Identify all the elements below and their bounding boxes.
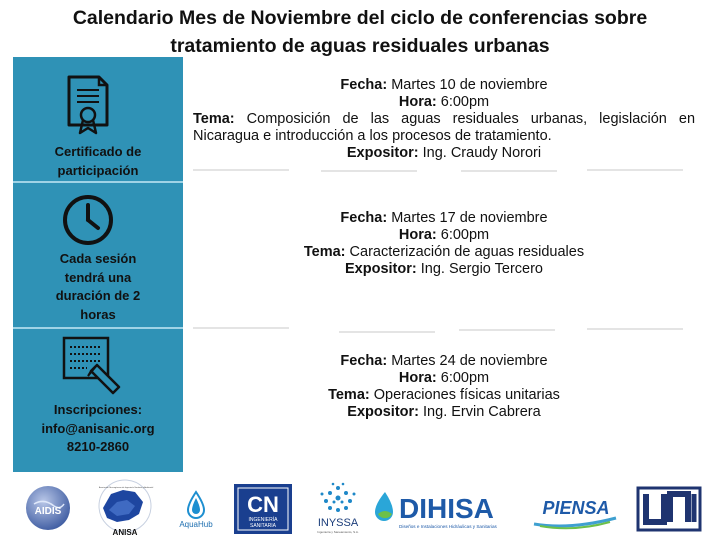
separator <box>193 327 289 329</box>
svg-text:AIDIS: AIDIS <box>34 506 62 517</box>
svg-text:ANISA: ANISA <box>112 528 138 537</box>
separator <box>321 170 417 172</box>
title-line-1: Calendario Mes de Noviembre del ciclo de conferencias sobre <box>72 7 648 29</box>
certificate-text: Certificado de participación <box>54 144 142 178</box>
svg-text:SANITARIA: SANITARIA <box>249 523 277 529</box>
registration-form-icon <box>61 335 123 397</box>
sidebar-divider <box>13 327 183 329</box>
separator <box>339 331 435 333</box>
sidebar-divider <box>13 181 183 183</box>
event-time: Hora: 6:00pm <box>398 94 490 110</box>
event-time: Hora: 6:00pm <box>398 227 490 243</box>
svg-text:INYSSA: INYSSA <box>317 517 359 529</box>
dihisa-logo <box>373 488 519 532</box>
svg-text:Ingeniería y Saneamiento, S.A.: Ingeniería y Saneamiento, S.A. <box>317 530 359 534</box>
svg-text:Diseños e Instalaciones Hidráu: Diseños e Instalaciones Hidráulicas y Sanitarias <box>399 524 497 529</box>
clock-icon <box>62 194 114 246</box>
uni-logo <box>636 486 702 532</box>
anisa-logo <box>89 478 161 538</box>
separator <box>587 169 683 171</box>
event-date: Fecha: Martes 17 de noviembre <box>340 210 548 226</box>
svg-text:Asociación Nicaragüense de Ing: Asociación Nicaragüense de Ingeniería Sanitaria y Ambiental <box>99 487 154 489</box>
info-sidebar <box>13 57 183 472</box>
separator <box>459 329 555 331</box>
separator <box>461 170 557 172</box>
svg-text:DIHISA: DIHISA <box>399 493 494 524</box>
event-speaker: Expositor: Ing. Sergio Tercero <box>345 261 543 277</box>
inyssa-logo <box>308 480 368 538</box>
event-topic: Tema: Caracterización de aguas residuales <box>303 244 585 260</box>
event-speaker: Expositor: Ing. Ervin Cabrera <box>347 404 541 420</box>
page-title <box>0 4 720 60</box>
event-date: Fecha: Martes 24 de noviembre <box>340 353 548 369</box>
registration-phone: 8210-2860 <box>66 439 130 454</box>
event-2 <box>193 210 695 278</box>
cn-ingenieria-sanitaria-logo <box>234 484 292 534</box>
event-topic: Tema: Composición de las aguas residuales urbanas, legislación en Nicaragua e introducción a los procesos de tratamiento. <box>193 111 696 144</box>
event-time: Hora: 6:00pm <box>398 370 490 386</box>
aidis-logo <box>24 484 72 532</box>
event-1 <box>193 77 695 162</box>
svg-text:INGENIERÍA: INGENIERÍA <box>248 517 278 523</box>
separator <box>193 169 289 171</box>
separator <box>587 328 683 330</box>
event-3 <box>193 353 695 421</box>
event-date: Fecha: Martes 10 de noviembre <box>340 77 548 93</box>
sponsor-logos <box>0 478 720 540</box>
duration-text: Cada sesión tendrá una duración de 2 horas <box>55 251 141 322</box>
piensa-logo <box>530 490 622 530</box>
certificate-icon <box>63 75 113 135</box>
aquahub-logo <box>174 490 218 530</box>
event-speaker: Expositor: Ing. Craudy Norori <box>346 145 542 161</box>
svg-text:AquaHub: AquaHub <box>179 520 213 529</box>
event-topic: Tema: Operaciones físicas unitarias <box>328 387 560 403</box>
registration-text: Inscripciones: info@anisanic.org 8210-2860 <box>13 401 183 457</box>
title-line-2: tratamiento de aguas residuales urbanas <box>170 35 550 57</box>
svg-text:CN: CN <box>247 492 279 517</box>
registration-email[interactable]: info@anisanic.org <box>41 420 155 436</box>
svg-text:PIENSA: PIENSA <box>542 498 610 518</box>
